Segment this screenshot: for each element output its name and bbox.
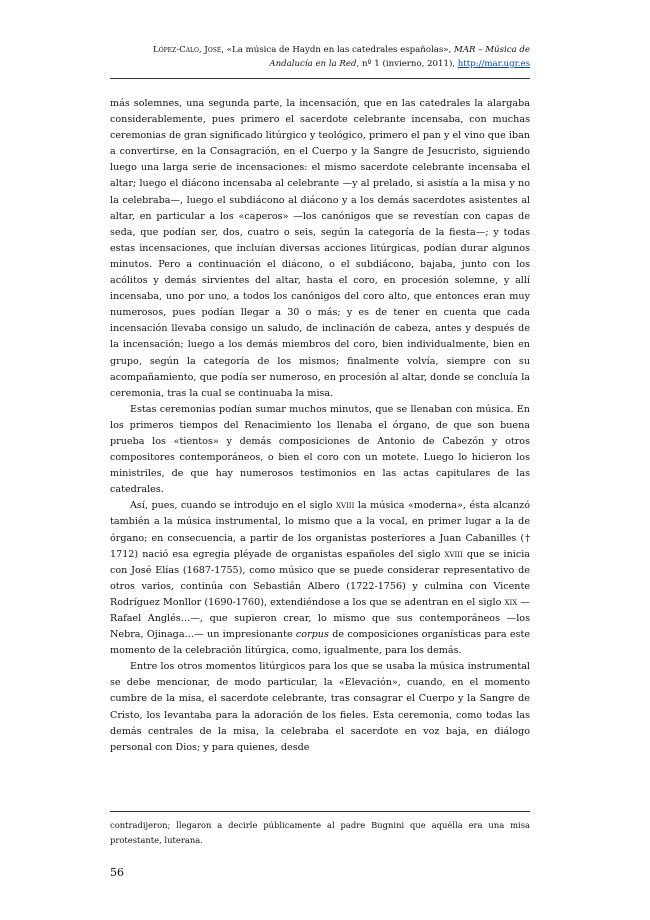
paragraph-3-part-e: de composiciones organísticas para este momento de la celebración litúrgica, como, igualmente, para los demás.	[110, 629, 530, 657]
paragraph-1: más solemnes, una segunda parte, la incensación, que en las catedrales la alargaba considerablemente, pues primero el sacerdote celebrante incensaba, con muchas ceremonias de gran significado litúrgico y teológico, primero el pan y el vino que iban a convertirse, en la Consagración, en el Cuerpo y la Sangre de Jesucristo, siguiendo luego una larga serie de incensaciones: el mismo sacerdote celebrante incensaba el altar; luego el diácono incensaba al celebrante —y al prelado, si asistía a la misa y no la celebraba—, luego el subdiácono al diácono y a los demás sacerdotes asistentes al altar, en particular a los «caperos» —los canónigos que se revestían con capas de seda, que podían ser, dos, cuatro o seis, según la categoría de la fiesta—; y todas estas incensaciones, que incluían diversas acciones litúrgicas, podían durar algunos minutos. Pero a continuación el diácono, o el subdiácono, bajaba, junto con los acólitos y demás sirvientes del altar, hasta el coro, en procesión solemne, y allí incensaba, uno por uno, a todos los canónigos del coro alto, que entonces eran muy numerosos, pues podían llegar a 30 o más; y es de tener en cuenta que cada incensación llevaba consigo un saludo, de inclinación de cabeza, antes y después de la incensación; luego a los demás miembros del coro, bien individualmente, bien en grupo, según la categoría de los mismos; finalmente volvía, siempre con su acompañamiento, que podía ser numeroso, en procesión al altar, donde se concluía la ceremonia, tras la cual se continuaba la misa.	[110, 98, 530, 399]
header-url-link[interactable]: http://mar.ugr.es	[457, 59, 530, 69]
century-xviii-second: xviii	[444, 548, 463, 560]
century-xix: xix	[504, 596, 518, 608]
paragraph-2: Estas ceremonias podían sumar muchos minutos, que se llenaban con música. En los primeros tiempos del Renacimiento los llenaba el órgano, de que son buena prueba los «tientos» y demás composiciones de Antonio de Cabezón y otros compositores contemporáneos, o bien el coro con un motete. Luego lo hicieron los ministriles, de que hay numerosos testimonios en las actas capitulares de las catedrales.	[110, 403, 530, 496]
header-article-title: La música de Haydn en las catedrales españolas	[231, 45, 444, 55]
paragraph-3-part-b: la música «moderna», ésta alcanzó también a la música instrumental, lo mismo que a la vocal, en primer lugar a la de órgano; en consecuencia, a partir de los organistas posteriores a Juan Cabanilles († 1712) nació esa egregia pléyade de organistas españoles del siglo	[110, 500, 531, 560]
header-title-open: , «	[221, 45, 232, 55]
paragraph-3-part-a: Así, pues, cuando se introdujo en el siglo	[130, 500, 336, 512]
running-header	[110, 43, 530, 71]
page-number: 56	[110, 866, 124, 879]
century-xviii: xviii	[336, 500, 355, 512]
paragraph-3-part-c: que se inicia con José Elías (1687-1755), como músico que se puede considerar representativo de otros varios, continúa con Sebastián Albero (1722-1756) y culmina con Vicente Rodríguez Monllor (1690-1760), extendiéndose a los que se adentran en el siglo	[110, 548, 530, 608]
header-author: López-Calo, José	[153, 45, 222, 55]
article-body	[110, 96, 530, 756]
header-issue: , nº 1 (invierno, 2011),	[356, 59, 458, 69]
paragraph-3-part-d: —Rafael Anglés…—, que supieron crear, lo mismo que sus contemporáneos —los Nebra, Ojinaga…— un impresionante	[110, 596, 530, 641]
paragraph-3	[110, 498, 530, 659]
header-title-close: »,	[443, 45, 455, 55]
header-divider	[110, 78, 530, 79]
footnote-text: contradijeron; llegaron a decirle públicamente al padre Bugnini que aquélla era una misa protestante, luterana.	[110, 820, 530, 845]
header-journal: MAR – Música de Andalucía en la Red	[269, 45, 530, 69]
footnote-divider	[110, 811, 530, 812]
paragraph-4: Entre los otros momentos litúrgicos para los que se usaba la música instrumental se debe mencionar, de modo particular, la «Elevación», cuando, en el momento cumbre de la misa, el sacerdote celebrante, tras consagrar el Cuerpo y la Sangre de Cristo, los levantaba para la adoración de los fieles. Esta ceremonia, como todas las demás centrales de la misa, la celebraba el sacerdote en voz baja, en diálogo personal con Dios; y para quienes, desde	[110, 661, 530, 753]
corpus-italic: corpus	[295, 629, 329, 641]
